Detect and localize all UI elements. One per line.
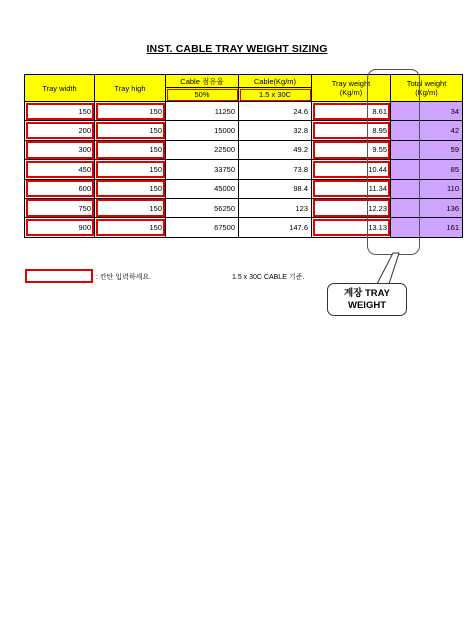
tray-high-cell[interactable]: 150 xyxy=(95,160,166,179)
header-cable-kgm: Cable(Kg/m) xyxy=(239,75,312,88)
cable-fill-cell: 56250 xyxy=(166,198,239,217)
total-weight-cell: 59 xyxy=(391,140,463,159)
total-weight-cell: 42 xyxy=(391,121,463,140)
tray-width-cell[interactable]: 450 xyxy=(25,160,95,179)
cable-fill-cell: 22500 xyxy=(166,140,239,159)
tray-weight-cell[interactable]: 12.23 xyxy=(312,198,391,217)
total-weight-cell: 85 xyxy=(391,160,463,179)
tray-weight-cell[interactable]: 8.61 xyxy=(312,102,391,121)
cable-fill-cell: 11250 xyxy=(166,102,239,121)
cable-weight-cell: 32.8 xyxy=(239,121,312,140)
total-weight-cell: 161 xyxy=(391,218,463,237)
header-tray-weight-line1: Tray weight xyxy=(331,79,371,88)
header-tray-width: Tray width xyxy=(25,75,95,102)
cable-weight-cell: 73.8 xyxy=(239,160,312,179)
tray-width-cell[interactable]: 200 xyxy=(25,121,95,140)
cable-weight-cell: 147.6 xyxy=(239,218,312,237)
cable-basis-note: 1.5 x 30C CABLE 기준. xyxy=(232,274,305,281)
tray-high-cell[interactable]: 150 xyxy=(95,102,166,121)
tray-high-cell[interactable]: 150 xyxy=(95,198,166,217)
input-cell-legend-swatch xyxy=(25,269,93,283)
cable-fill-cell: 45000 xyxy=(166,179,239,198)
header-cable-fill: Cable 점유율 xyxy=(166,75,239,88)
cable-fill-cell: 67500 xyxy=(166,218,239,237)
tray-width-cell[interactable]: 900 xyxy=(25,218,95,237)
tray-high-cell[interactable]: 150 xyxy=(95,121,166,140)
tray-high-cell[interactable]: 150 xyxy=(95,179,166,198)
callout-line1: 계장 TRAY xyxy=(344,288,390,299)
total-weight-cell: 34 xyxy=(391,102,463,121)
cable-weight-cell: 49.2 xyxy=(239,140,312,159)
page-title: INST. CABLE TRAY WEIGHT SIZING xyxy=(146,43,328,55)
tray-weight-cell[interactable]: 11.34 xyxy=(312,179,391,198)
cable-weight-cell: 24.6 xyxy=(239,102,312,121)
header-total-weight-line1: Total weight xyxy=(406,79,447,88)
tray-high-cell[interactable]: 150 xyxy=(95,218,166,237)
cable-fill-cell: 33750 xyxy=(166,160,239,179)
input-cell-legend-text: : 칸탄 입력하세요. xyxy=(96,274,152,281)
total-weight-cell: 110 xyxy=(391,179,463,198)
tray-width-cell[interactable]: 750 xyxy=(25,198,95,217)
callout-bubble xyxy=(327,283,407,316)
tray-weight-cell[interactable]: 10.44 xyxy=(312,160,391,179)
cable-fill-cell: 15000 xyxy=(166,121,239,140)
cable-fill-value-cell[interactable]: 50% xyxy=(166,88,239,102)
header-total-weight-line2: (Kg/m) xyxy=(415,88,438,97)
cable-weight-cell: 98.4 xyxy=(239,179,312,198)
header-tray-high: Tray high xyxy=(95,75,166,102)
tray-high-cell[interactable]: 150 xyxy=(95,140,166,159)
cable-weight-cell: 123 xyxy=(239,198,312,217)
cable-spec-cell[interactable]: 1.5 x 30C xyxy=(239,88,312,102)
tray-weight-cell[interactable]: 8.95 xyxy=(312,121,391,140)
tray-weight-cell[interactable]: 13.13 xyxy=(312,218,391,237)
tray-width-cell[interactable]: 150 xyxy=(25,102,95,121)
total-weight-cell: 136 xyxy=(391,198,463,217)
callout-pointer-shape xyxy=(377,253,399,284)
header-tray-weight-line2: (Kg/m) xyxy=(339,88,363,97)
tray-width-cell[interactable]: 300 xyxy=(25,140,95,159)
tray-width-cell[interactable]: 600 xyxy=(25,179,95,198)
callout-line2: WEIGHT xyxy=(348,300,386,311)
tray-weight-cell[interactable]: 9.55 xyxy=(312,140,391,159)
